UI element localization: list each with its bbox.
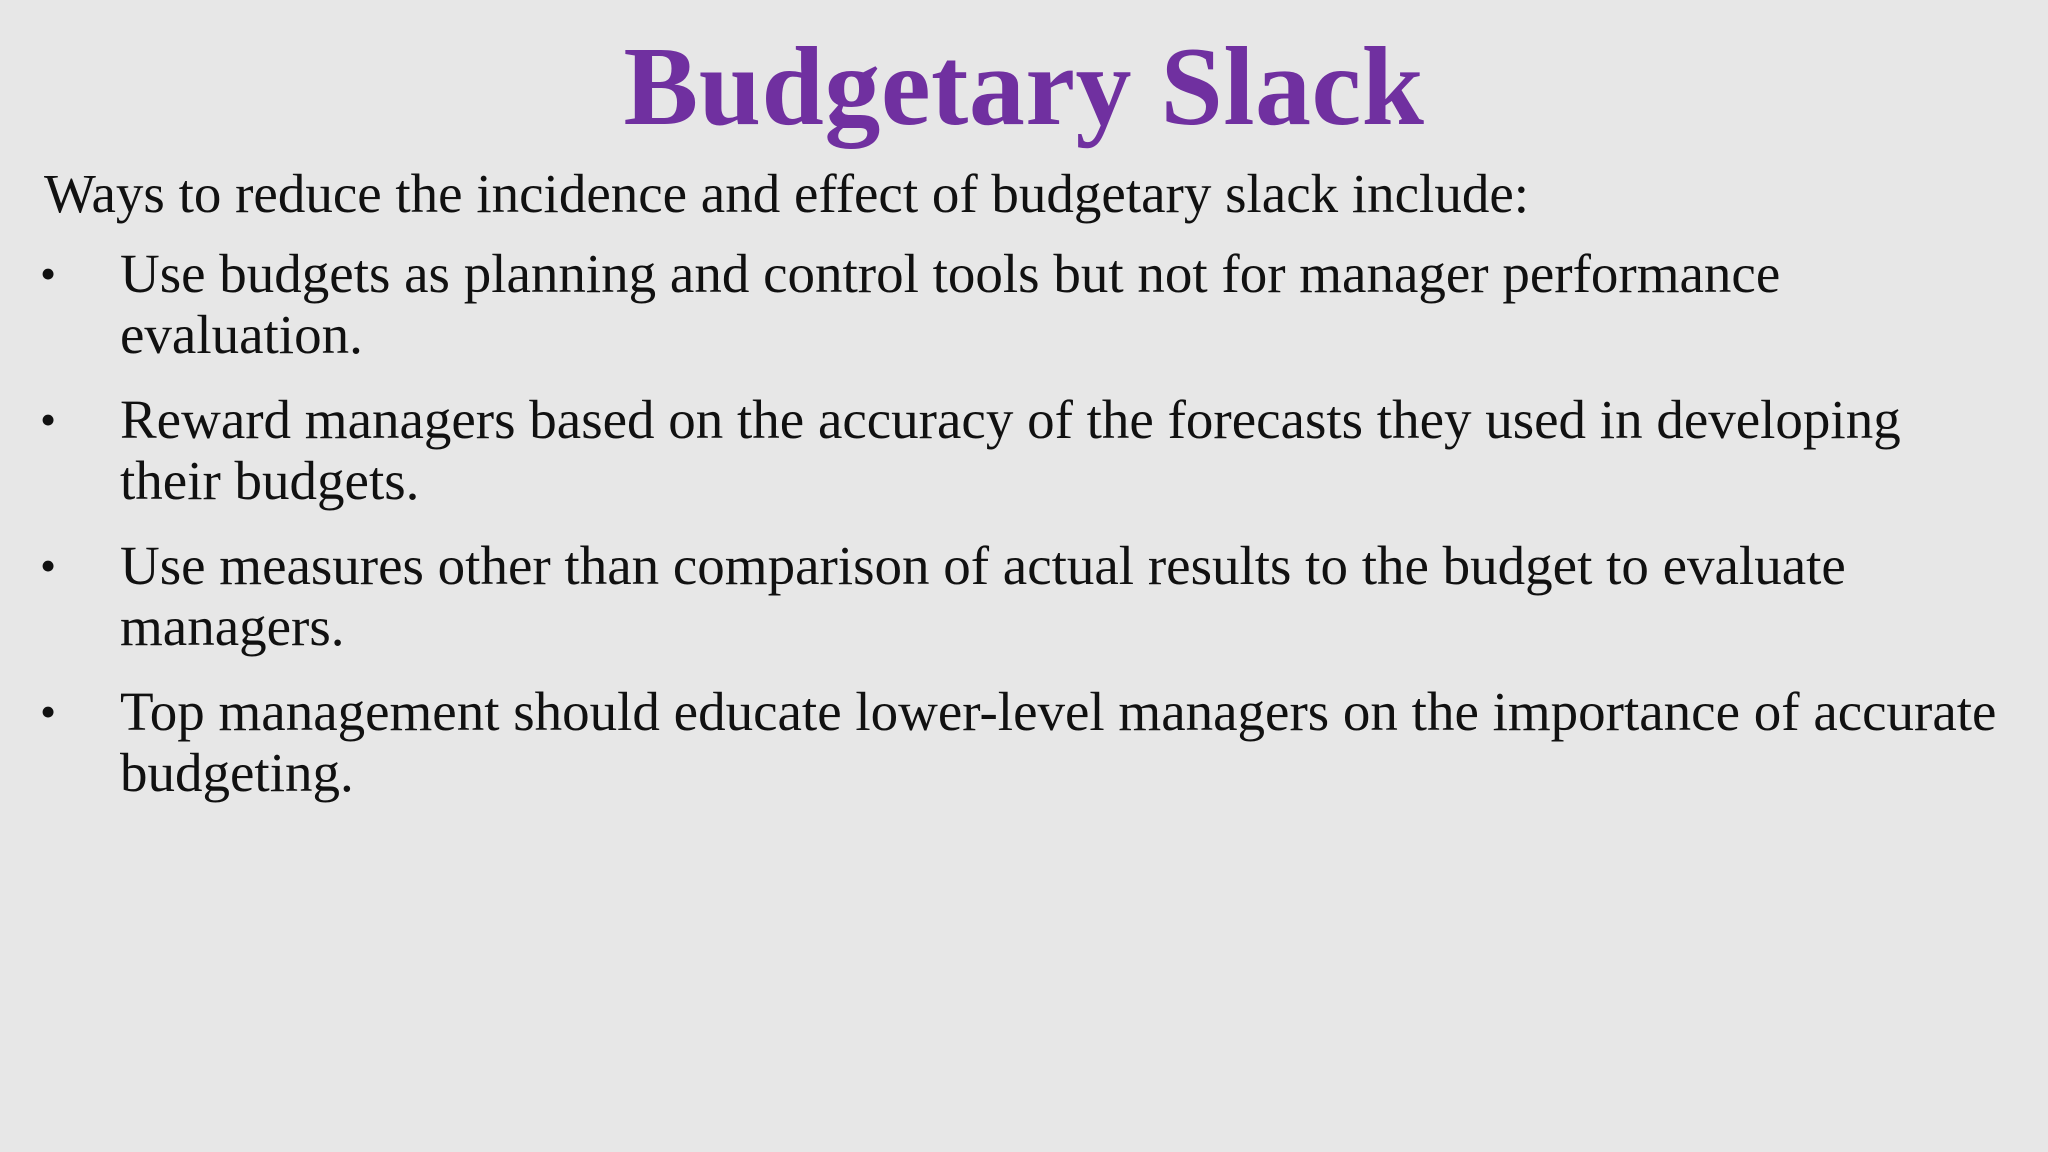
bullet-icon: • — [40, 686, 57, 737]
slide-title: Budgetary Slack — [623, 25, 1425, 149]
bullet-item-3 — [0, 535, 2048, 657]
bullet-icon: • — [40, 248, 57, 299]
bullet-text-2: Reward managers based on the accuracy of the forecasts they used in developing their budgets. — [120, 389, 1901, 511]
intro-text: Ways to reduce the incidence and effect of budgetary slack include: — [44, 163, 1530, 224]
bullet-icon: • — [40, 394, 57, 445]
bullet-text-3: Use measures other than comparison of actual results to the budget to evaluate managers. — [120, 535, 1846, 657]
bullet-item-4 — [0, 681, 2048, 803]
bullet-item-2 — [0, 389, 2048, 511]
bullet-list — [0, 243, 2048, 827]
bullet-item-1 — [0, 243, 2048, 365]
bullet-icon: • — [40, 540, 57, 591]
bullet-text-1: Use budgets as planning and control tools but not for manager performance evaluation. — [120, 243, 1781, 365]
bullet-text-4: Top management should educate lower-level managers on the importance of accurate budgeting. — [120, 681, 1997, 803]
